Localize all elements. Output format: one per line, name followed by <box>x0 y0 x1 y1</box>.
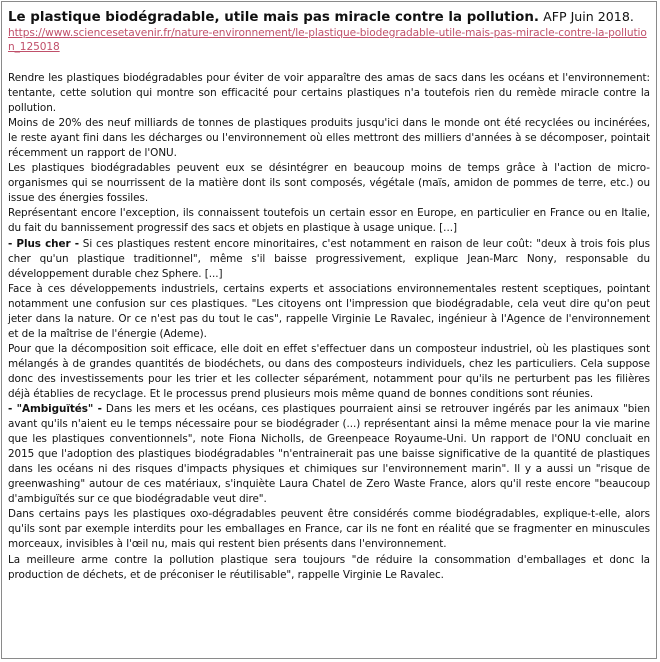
paragraph: La meilleure arme contre la pollution plastique sera toujours "de réduire la consommation d'emballages et donc la production de déchets, et de préconiser le réutilisable", rappelle Virginie Le Ravalec. <box>8 553 650 581</box>
article-source: AFP Juin 2018. <box>543 9 634 24</box>
article-body <box>8 71 650 583</box>
paragraph: Représentant encore l'exception, ils connaissent toutefois un certain essor en Europe, en particulier en France ou en Italie, du fait du bannissement progressif des sacs et objets en plastique à usage unique. [...] <box>8 207 650 235</box>
paragraph-plus-cher: - Plus cher - Si ces plastiques restent encore minoritaires, c'est notamment en raison de leur coût: "deux à trois fois plus cher qu'un plastique traditionnel", même s'il baisse progressivement, explique Jean-Marc Nony, responsable du développement durable chez Sphere. [...] <box>8 237 650 280</box>
paragraph: Rendre les plastiques biodégradables pour éviter de voir apparaître des amas de sacs dans les océans et l'environnement: tentante, cette solution qui montre son efficacité pour certains plastiques n'a toutefois rien du remède miracle contre la pollution. <box>8 72 650 115</box>
source-link[interactable]: https://www.sciencesetavenir.fr/nature-environnement/le-plastique-biodegradable-utile-mais-pas-miracle-contre-la-pollution_125018 <box>8 27 647 53</box>
paragraph-ambiguites: - "Ambiguïtés" - Dans les mers et les océans, ces plastiques pourraient ainsi se retrouver ingérés par les animaux "bien avant qu'ils n'aient eu le temps nécessaire pour se biodégrader (...) représentant ainsi la même menace pour la vie marine que les plastiques conventionnels", note Fiona Nicholls, de Greenpeace Royaume-Uni. Un rapport de l'ONU concluait en 2015 que l'adoption des plastiques biodégradables "n'entrainerait pas une baisse significative de la quantité de plastiques dans les océans ni des risques d'impacts physiques et chimiques sur l'environnement marin". Il y a aussi un "risque de greenwashing" autour de ces matériaux, s'inquiète Laura Chatel de Zero Waste France, alors qu'il reste encore "beaucoup d'ambiguïtés sur ce que biodégradable veut dire". <box>8 403 650 506</box>
paragraph: Les plastiques biodégradables peuvent eux se désintégrer en beaucoup moins de temps grâce à l'action de micro-organismes qui se nourrissent de la matière dont ils sont composés, végétale (maïs, amidon de pommes de terre, etc.) ou issue des énergies fossiles. <box>8 162 650 205</box>
section-heading: - "Ambiguïtés" - <box>8 403 102 416</box>
paragraph: Dans certains pays les plastiques oxo-dégradables peuvent être considérés comme biodégradables, explique-t-elle, alors qu'ils sont par exemple interdits pour les emballages en France, car ils ne font en réalité que se fragmenter en minuscules morceaux, invisibles à l'œil nu, mais qui restent bien présents dans l'environnement. <box>8 508 650 551</box>
paragraph: Pour que la décomposition soit efficace, elle doit en effet s'effectuer dans un composteur industriel, où les plastiques sont mélangés à de grandes quantités de biodéchets, ou dans des composteurs individuels, chez les particuliers. Cela suppose donc des investissements pour les trier et les collecter séparément, notamment pour qu'ils ne perturbent pas les filières déjà établies de recyclage. Et le processus prend plusieurs mois même quand de bonnes conditions sont réunies. <box>8 342 650 400</box>
paragraph: Moins de 20% des neuf milliards de tonnes de plastiques produits jusqu'ici dans le monde ont été recyclées ou incinérées, le reste ayant fini dans les décharges ou l'environnement où elles mettront des milliers d'années à se décomposer, pointait récemment un rapport de l'ONU. <box>8 117 650 160</box>
paragraph: Face à ces développements industriels, certains experts et associations environnementales restent sceptiques, pointant notamment une confusion sur ces plastiques. "Les citoyens ont l'impression que biodégradable, cela veut dire qu'on peut jeter dans la nature. Or ce n'est pas du tout le cas", rappelle Virginie Le Ravalec, ingénieur à l'Agence de l'environnement et de la maîtrise de l'énergie (Ademe). <box>8 282 650 340</box>
article-title: Le plastique biodégradable, utile mais pas miracle contre la pollution. <box>8 10 539 25</box>
article-header <box>8 8 650 26</box>
article-frame <box>1 1 657 659</box>
section-heading: - Plus cher - <box>8 237 79 250</box>
